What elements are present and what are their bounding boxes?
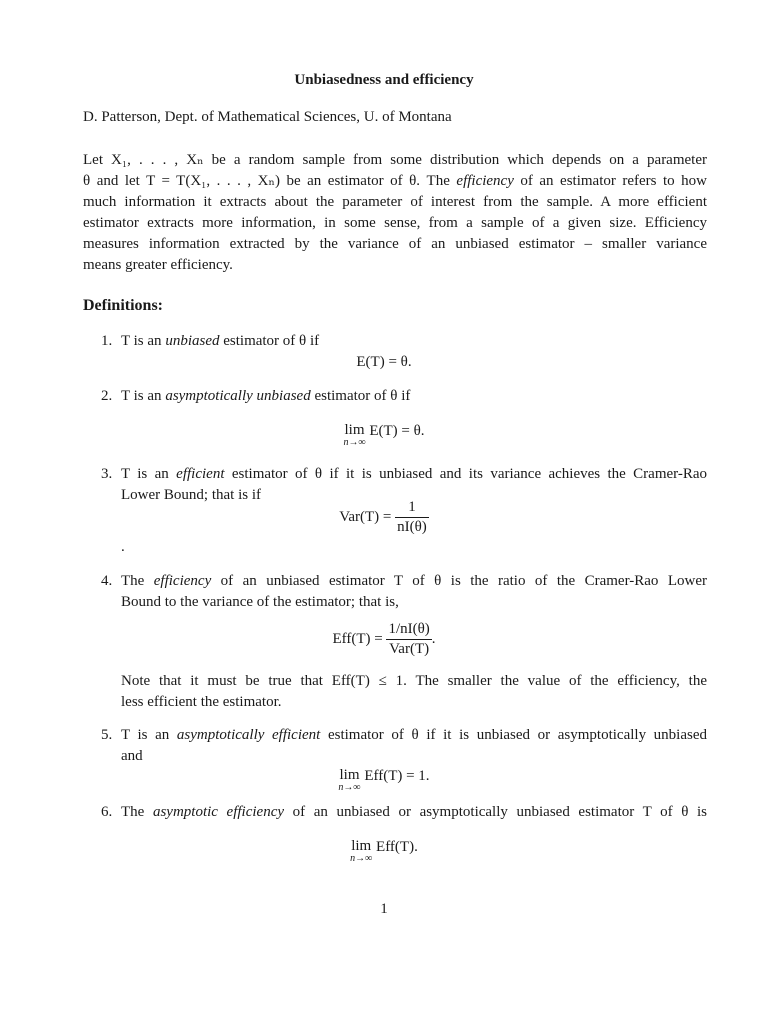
- item-number: 3.: [101, 466, 113, 482]
- display-equation: Var(T) = $\frac{1}{nI(\theta)}$: [339, 499, 427, 535]
- display-equation: lim n→∞ E(T) = θ.: [343, 422, 425, 448]
- page-number: 1: [380, 901, 388, 917]
- author-line: D. Patterson, Dept. of Mathematical Sciences, U. of Montana: [83, 109, 452, 125]
- definition-text: Lower Bound; that is if: [121, 487, 261, 503]
- intro-line: Let X₁, . . . , Xₙ be a random sample from some distribution which depends on a parameter: [83, 152, 707, 168]
- note-text: Note that it must be true that Eff(T) ≤ 1. The smaller the value of the efficiency, the: [121, 673, 707, 689]
- definition-text: T is an asymptotically unbiased estimator of θ if: [121, 388, 411, 404]
- display-equation: E(T) = θ.: [356, 354, 412, 370]
- item-number: 4.: [101, 573, 113, 589]
- display-equation: lim n→∞ Eff(T).: [350, 838, 418, 864]
- intro-line: much information it extracts about the parameter of interest from the sample. A more efficient: [83, 194, 707, 210]
- definition-text: and: [121, 748, 143, 764]
- definition-text: The asymptotic efficiency of an unbiased or asymptotically unbiased estimator T of θ is: [121, 804, 708, 820]
- display-equation: lim n→∞ Eff(T) = 1.: [338, 767, 430, 793]
- item-number: 5.: [101, 727, 113, 743]
- intro-line: means greater efficiency.: [83, 257, 233, 273]
- definition-text: The efficiency of an unbiased estimator T of θ is the ratio of the Cramer-Rao Lower: [121, 573, 708, 589]
- item-number: 2.: [101, 388, 113, 404]
- definition-text: Bound to the variance of the estimator; that is,: [121, 594, 399, 610]
- definition-text: T is an asymptotically efficient estimator of θ if it is unbiased or asymptotically unbiased: [121, 727, 708, 743]
- definition-text: T is an unbiased estimator of θ if: [121, 333, 320, 349]
- display-equation: Eff(T) = $\frac{1/nI(\theta)}{\text{Var(T)}}$ .: [332, 621, 436, 657]
- definition-text: T is an efficient estimator of θ if it is unbiased and its variance achieves the Cramer-Rao: [121, 466, 708, 482]
- intro-line: estimator extracts more information, in some sense, from a sample of a given size. Efficiency: [83, 215, 707, 231]
- item-number: 1.: [101, 333, 113, 349]
- note-text: less efficient the estimator.: [121, 694, 282, 710]
- item-number: 6.: [101, 804, 113, 820]
- intro-line: θ and let T = T(X₁, . . . , Xₙ) be an estimator of θ. The efficiency of an estimator refers to how: [83, 173, 708, 189]
- definitions-heading: Definitions:: [83, 297, 163, 314]
- intro-line: measures information extracted by the variance of an unbiased estimator – smaller variance: [83, 236, 707, 252]
- doc-title: Unbiasedness and efficiency: [294, 72, 474, 88]
- trailing-dot: .: [121, 539, 125, 555]
